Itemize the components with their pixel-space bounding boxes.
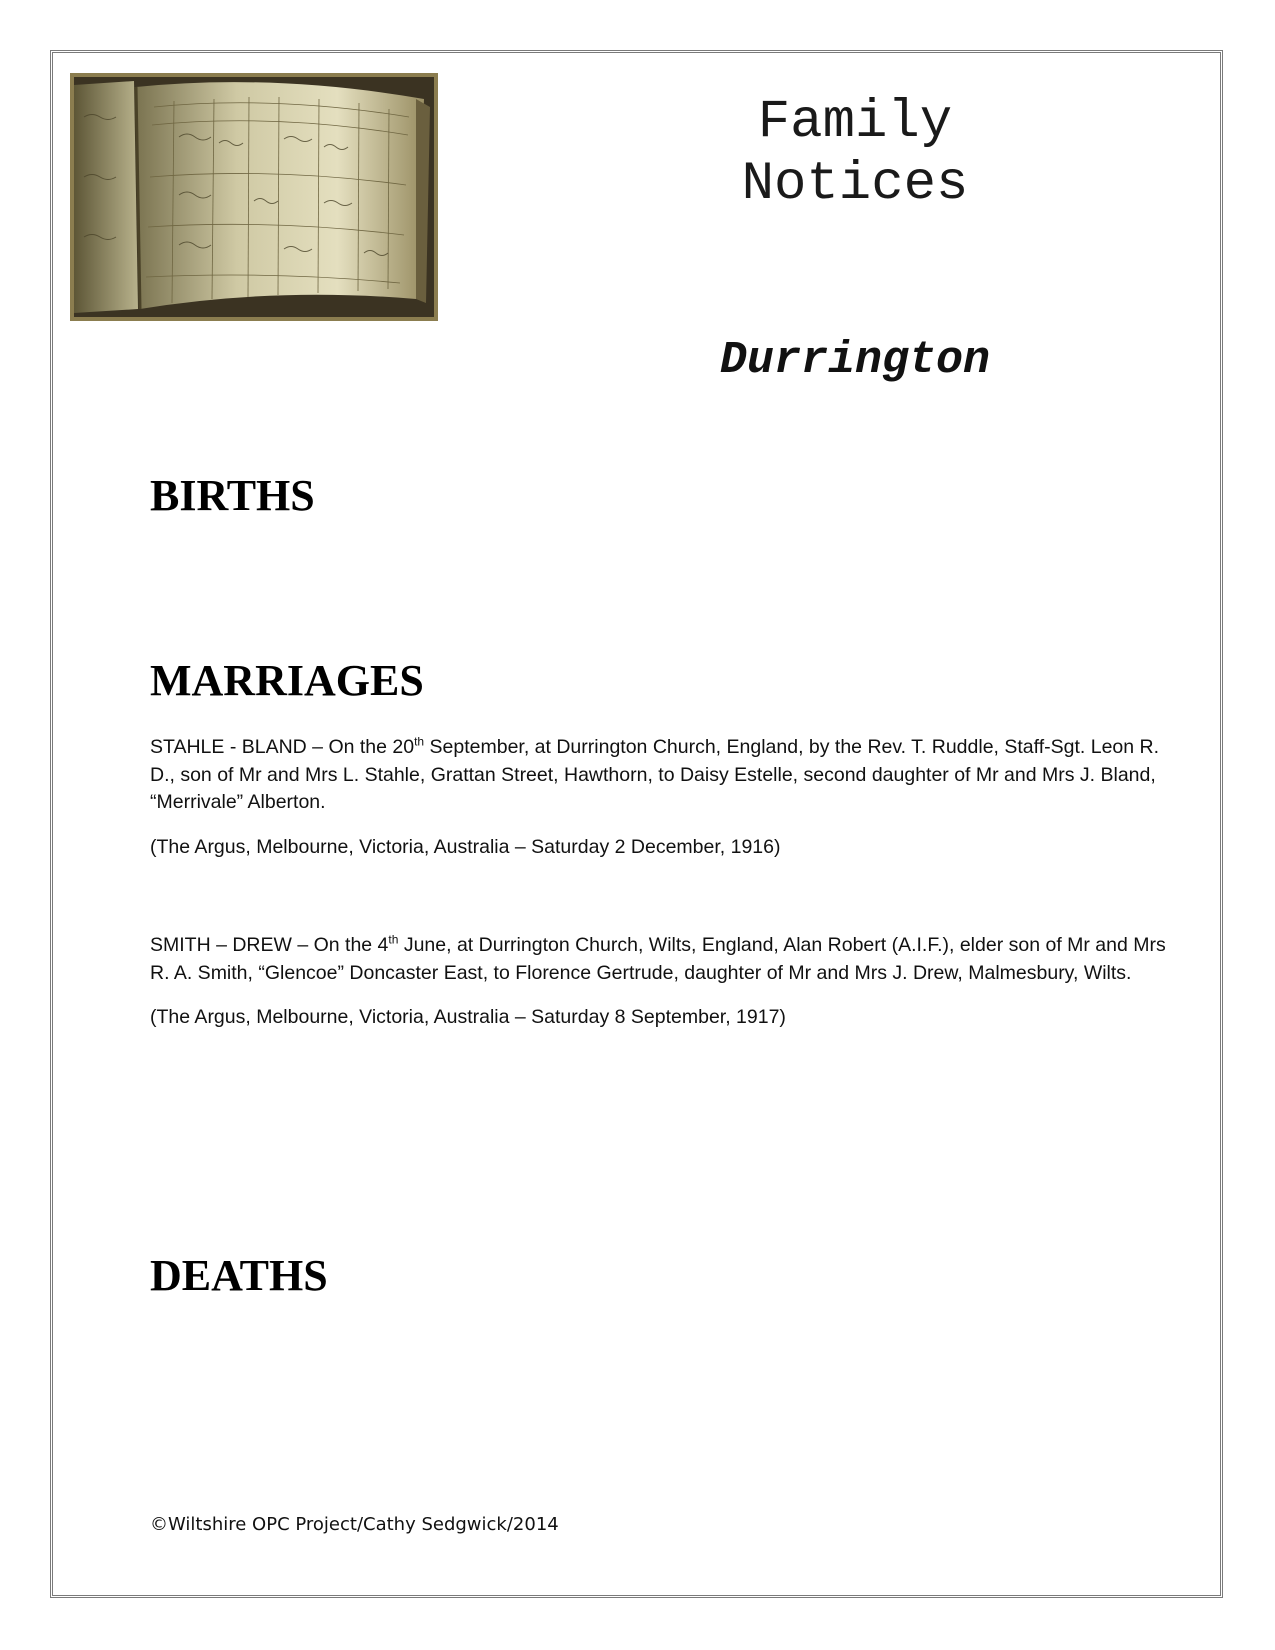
place-name: Durrington <box>719 335 991 386</box>
deaths-heading: DEATHS <box>150 1251 328 1300</box>
notice-text: SMITH – DREW – On the 4th June, at Durrington Church, Wilts, England, Alan Robert (A.I.F.), elder son of Mr and Mrs R. A. Smith, “Glencoe” Doncaster East, to Florence Gertrude, daughter of Mr and Mrs J. Drew, Malmesbury, Wilts. <box>150 932 1166 984</box>
marriage-notice <box>150 932 1180 1032</box>
marriages-heading: MARRIAGES <box>150 656 424 705</box>
notice-source: (The Argus, Melbourne, Victoria, Australia – Saturday 2 December, 1916) <box>150 835 781 858</box>
copyright-footer: ©Wiltshire OPC Project/Cathy Sedgwick/2014 <box>150 1514 559 1535</box>
document-title: Family Notices <box>741 92 969 215</box>
births-heading: BIRTHS <box>150 471 315 520</box>
open-register-image <box>74 77 434 317</box>
notice-source: (The Argus, Melbourne, Victoria, Australia – Saturday 8 September, 1917) <box>150 1006 786 1028</box>
marriage-notice <box>150 734 1180 861</box>
register-book-photo <box>70 73 438 321</box>
notice-text: STAHLE - BLAND – On the 20th September, at Durrington Church, England, by the Rev. T. Ruddle, Staff-Sgt. Leon R. D., son of Mr and Mrs L. Stahle, Grattan Street, Hawthorn, to Daisy Estelle, second daughter of Mr and Mrs J. Bland, “Merrivale” Alberton. <box>150 734 1160 813</box>
